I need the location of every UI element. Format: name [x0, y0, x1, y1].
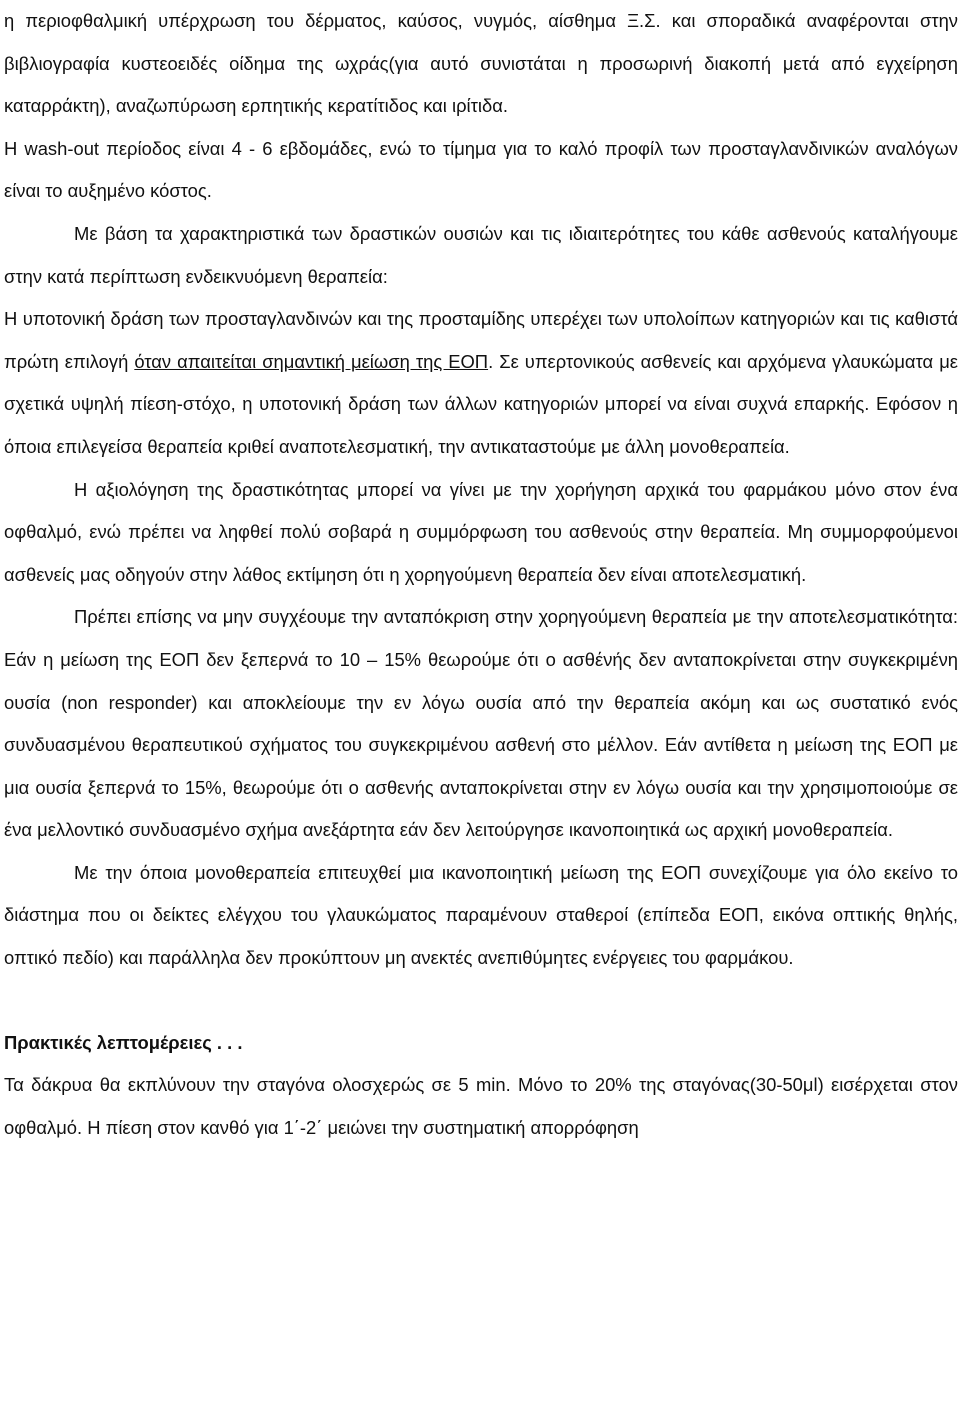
- paragraph-monotherapy-continuation: Με την όποια μονοθεραπεία επιτευχθεί μια ικανοποιητική μείωση της ΕΟΠ συνεχίζουμε για όλο εκείνο το διάστημα που οι δείκτες ελέγχου του γλαυκώματος παραμένουν σταθεροί (επίπεδα ΕΟΠ, εικόνα οπτικής θηλής, οπτικό πεδίο) και παράλληλα δεν προκύπτουν μη ανεκτές ανεπιθύμητες ενέργειες του φαρμάκου.: [4, 861, 958, 969]
- paragraph-efficacy-evaluation: Η αξιολόγηση της δραστικότητας μπορεί να γίνει με την χορήγηση αρχικά του φαρμάκου μόνο στον ένα οφθαλμό, ενώ πρέπει να ληφθεί πολύ σοβαρά η συμμόρφωση του ασθενούς στην θεραπεία. Μη συμμορφούμενοι ασθενείς μας οδηγούν στην λάθος εκτίμηση ότι η χορηγούμενη θεραπεία δεν είναι αποτελεσματική.: [4, 478, 958, 585]
- section-spacer: [4, 980, 958, 1022]
- paragraph-therapy-selection: Με βάση τα χαρακτηριστικά των δραστικών ουσιών και τις ιδιαιτερότητες του κάθε ασθενούς καταλήγουμε στην κατά περίπτωση ενδεικνυόμενη θεραπεία:: [4, 222, 958, 287]
- paragraph-wash-out: Η wash-out περίοδος είναι 4 - 6 εβδομάδες, ενώ το τίμημα για το καλό προφίλ των προσταγλανδινικών αναλόγων είναι το αυξημένο κόστος.: [4, 137, 958, 202]
- hypotensive-text-start: Η υποτονική δράση των προσταγλανδινών και της προσταμίδης υπερέχει των υπολοίπων κατηγοριών και τις καθιστά πρώτη επιλογή: [4, 308, 958, 372]
- paragraph-side-effects: η περιοφθαλμική υπέρχρωση του δέρματος, καύσος, νυγμός, αίσθημα Ξ.Σ. και σποραδικά αναφέρονται στην βιβλιογραφία κυστεοειδές οίδημα της ωχράς(για αυτό συνιστάται η προσωρινή διακοπή μετά από εγχείρηση καταρράκτη), αναζωπύρωση ερπητικής κερατίτιδος και ιρίτιδα.: [4, 10, 958, 117]
- underlined-phrase: όταν απαιτείται σημαντική μείωση της ΕΟΠ: [134, 350, 489, 372]
- hypotensive-text-end: . Σε υπερτονικούς ασθενείς και αρχόμενα γλαυκώματα με σχετικά υψηλή πίεση-στόχο, η υποτονική δράση των άλλων κατηγοριών μπορεί να είναι συχνά επαρκής. Εφόσον η όποια επιλεγείσα θεραπεία κριθεί αναποτελεσματική, την αντικαταστούμε με άλλη μονοθεραπεία.: [4, 350, 958, 457]
- paragraph-hypotensive-action: [4, 298, 958, 468]
- paragraph-practical-details: Τα δάκρυα θα εκπλύνουν την σταγόνα ολοσχερώς σε 5 min. Μόνο το 20% της σταγόνας(30-50μl) εισέρχεται στον οφθαλμό. Η πίεση στον κανθό για 1΄-2΄ μειώνει την συστηματική απορρόφηση: [4, 1074, 958, 1138]
- section-heading: Πρακτικές λεπτομέρειες . . .: [4, 1031, 243, 1053]
- paragraph-responder: Πρέπει επίσης να μην συγχέουμε την ανταπόκριση στην χορηγούμενη θεραπεία με την αποτελεσματικότητα: Εάν η μείωση της ΕΟΠ δεν ξεπερνά το 10 – 15% θεωρούμε ότι ο ασθένής δεν ανταποκρίνεται στην συγκεκριμένη ουσία (non responder) και αποκλείουμε την εν λόγω ουσία από την θεραπεία ακόμη και ως συστατικό ενός συνδυασμένου θεραπευτικού σχήματος του συγκεκριμένου ασθενή στο μέλλον. Εάν αντίθετα η μείωση της ΕΟΠ με μια ουσία ξεπερνά το 15%, θεωρούμε ότι ο ασθενής ανταποκρίνεται στην εν λόγω ουσία και την χρησιμοποιούμε σε ένα μελλοντικό συνδυασμένο σχήμα ανεξάρτητα εάν δεν λειτούργησε ικανοποιητικά ως αρχική μονοθεραπεία.: [4, 606, 958, 841]
